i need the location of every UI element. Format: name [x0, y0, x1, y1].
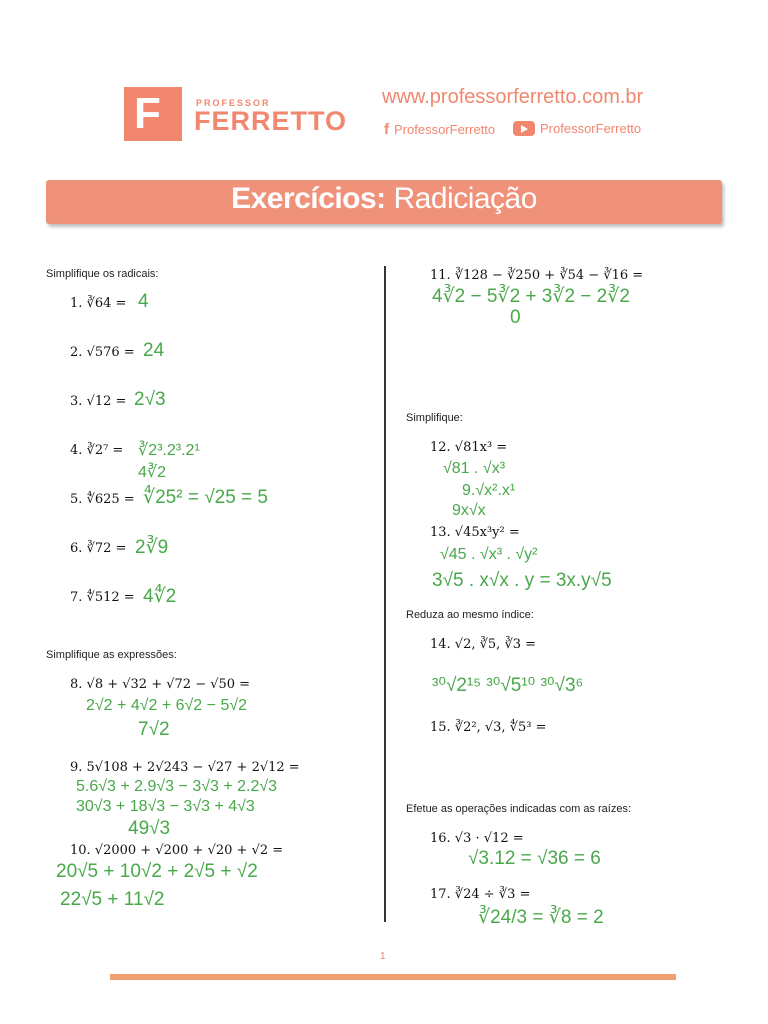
column-divider: [384, 266, 386, 922]
brand-ferretto: FERRETTO: [194, 106, 348, 136]
problem-12: 12. √81x³ =: [430, 440, 508, 455]
answer-8-line-1: 2√2 + 4√2 + 6√2 − 5√2: [86, 697, 248, 714]
facebook-icon: f: [384, 121, 389, 138]
answer-9-line-2: 30√3 + 18√3 − 3√3 + 4√3: [76, 798, 255, 815]
problem-14: 14. √2, ∛5, ∛3 =: [430, 637, 537, 652]
answer-4-line-2: 4∛2: [138, 464, 166, 481]
answer-4-line-1: ∛2³.2³.2¹: [138, 442, 200, 459]
problem-1: 1. ∛64 =: [70, 296, 127, 311]
answer-12-line-1: √81 . √x³: [443, 460, 506, 477]
problem-10: 10. √2000 + √200 + √20 + √2 =: [70, 843, 284, 858]
answer-14: ³⁰√2¹⁵ ³⁰√5¹⁰ ³⁰√3⁶: [432, 675, 584, 696]
answer-13-line-1: √45 . √x³ . √y²: [440, 546, 538, 563]
facebook-label: ProfessorFerretto: [394, 122, 496, 137]
answer-12-line-2: 9.√x².x¹: [462, 482, 516, 499]
title-rest: Radiciação: [385, 182, 537, 215]
answer-17: ∛24/3 = ∛8 = 2: [478, 907, 604, 928]
answer-12-line-3: 9x√x: [452, 502, 486, 519]
problem-3: 3. √12 =: [70, 394, 127, 409]
title-bold: Exercícios:: [231, 182, 386, 215]
title-banner: [46, 180, 722, 224]
problem-7: 7. ∜512 =: [70, 590, 135, 605]
answer-1: 4: [138, 291, 149, 312]
problem-6: 6. ∛72 =: [70, 541, 127, 556]
answer-16: √3.12 = √36 = 6: [468, 848, 601, 869]
brand-professor: PROFESSOR: [196, 98, 271, 108]
section-heading-radicais: Simplifique os radicais:: [46, 268, 159, 280]
youtube-label: ProfessorFerretto: [540, 121, 642, 136]
answer-9-line-3: 49√3: [128, 818, 171, 839]
site-url-link[interactable]: www.professorferretto.com.br: [382, 86, 644, 108]
answer-10-line-2: 22√5 + 11√2: [60, 889, 165, 910]
problem-16: 16. √3 · √12 =: [430, 831, 524, 846]
answer-11-line-2: 0: [510, 307, 521, 328]
answer-9-line-1: 5.6√3 + 2.9√3 − 3√3 + 2.2√3: [76, 778, 278, 795]
answer-7: 4∜2: [143, 586, 177, 607]
answer-11-line-1: 4∛2 − 5∛2 + 3∛2 − 2∛2: [432, 286, 630, 307]
youtube-link[interactable]: [513, 121, 641, 136]
logo-letter: F: [134, 89, 161, 138]
problem-11: 11. ∛128 − ∛250 + ∛54 − ∛16 =: [430, 268, 644, 283]
answer-5: ∜25² = √25 = 5: [143, 487, 269, 508]
problem-9: 9. 5√108 + 2√243 − √27 + 2√12 =: [70, 760, 300, 775]
problem-2: 2. √576 =: [70, 345, 135, 360]
answer-2: 24: [143, 340, 165, 361]
page-title: [46, 182, 722, 216]
answer-13-line-2: 3√5 . x√x . y = 3x.y√5: [432, 570, 612, 591]
problem-5: 5. ∜625 =: [70, 492, 135, 507]
problem-17: 17. ∛24 ÷ ∛3 =: [430, 887, 531, 902]
answer-8-line-2: 7√2: [138, 719, 170, 740]
youtube-icon: [513, 121, 535, 136]
problem-8: 8. √8 + √32 + √72 − √50 =: [70, 677, 251, 692]
section-heading-simplifique: Simplifique:: [406, 412, 463, 424]
section-heading-operacoes: Efetue as operações indicadas com as raízes:: [406, 803, 632, 815]
footer-bar: [110, 974, 676, 980]
section-heading-expressoes: Simplifique as expressões:: [46, 649, 177, 661]
page-number: 1: [380, 951, 386, 962]
problem-13: 13. √45x³y² =: [430, 525, 520, 540]
problem-4: 4. ∛2⁷ =: [70, 443, 124, 458]
problem-15: 15. ∛2², √3, ∜5³ =: [430, 720, 547, 735]
answer-6: 2∛9: [135, 537, 169, 558]
facebook-link[interactable]: [384, 121, 495, 138]
section-heading-indice: Reduza ao mesmo índice:: [406, 609, 534, 621]
logo: [124, 87, 182, 141]
answer-3: 2√3: [134, 389, 166, 410]
answer-10-line-1: 20√5 + 10√2 + 2√5 + √2: [56, 861, 258, 882]
